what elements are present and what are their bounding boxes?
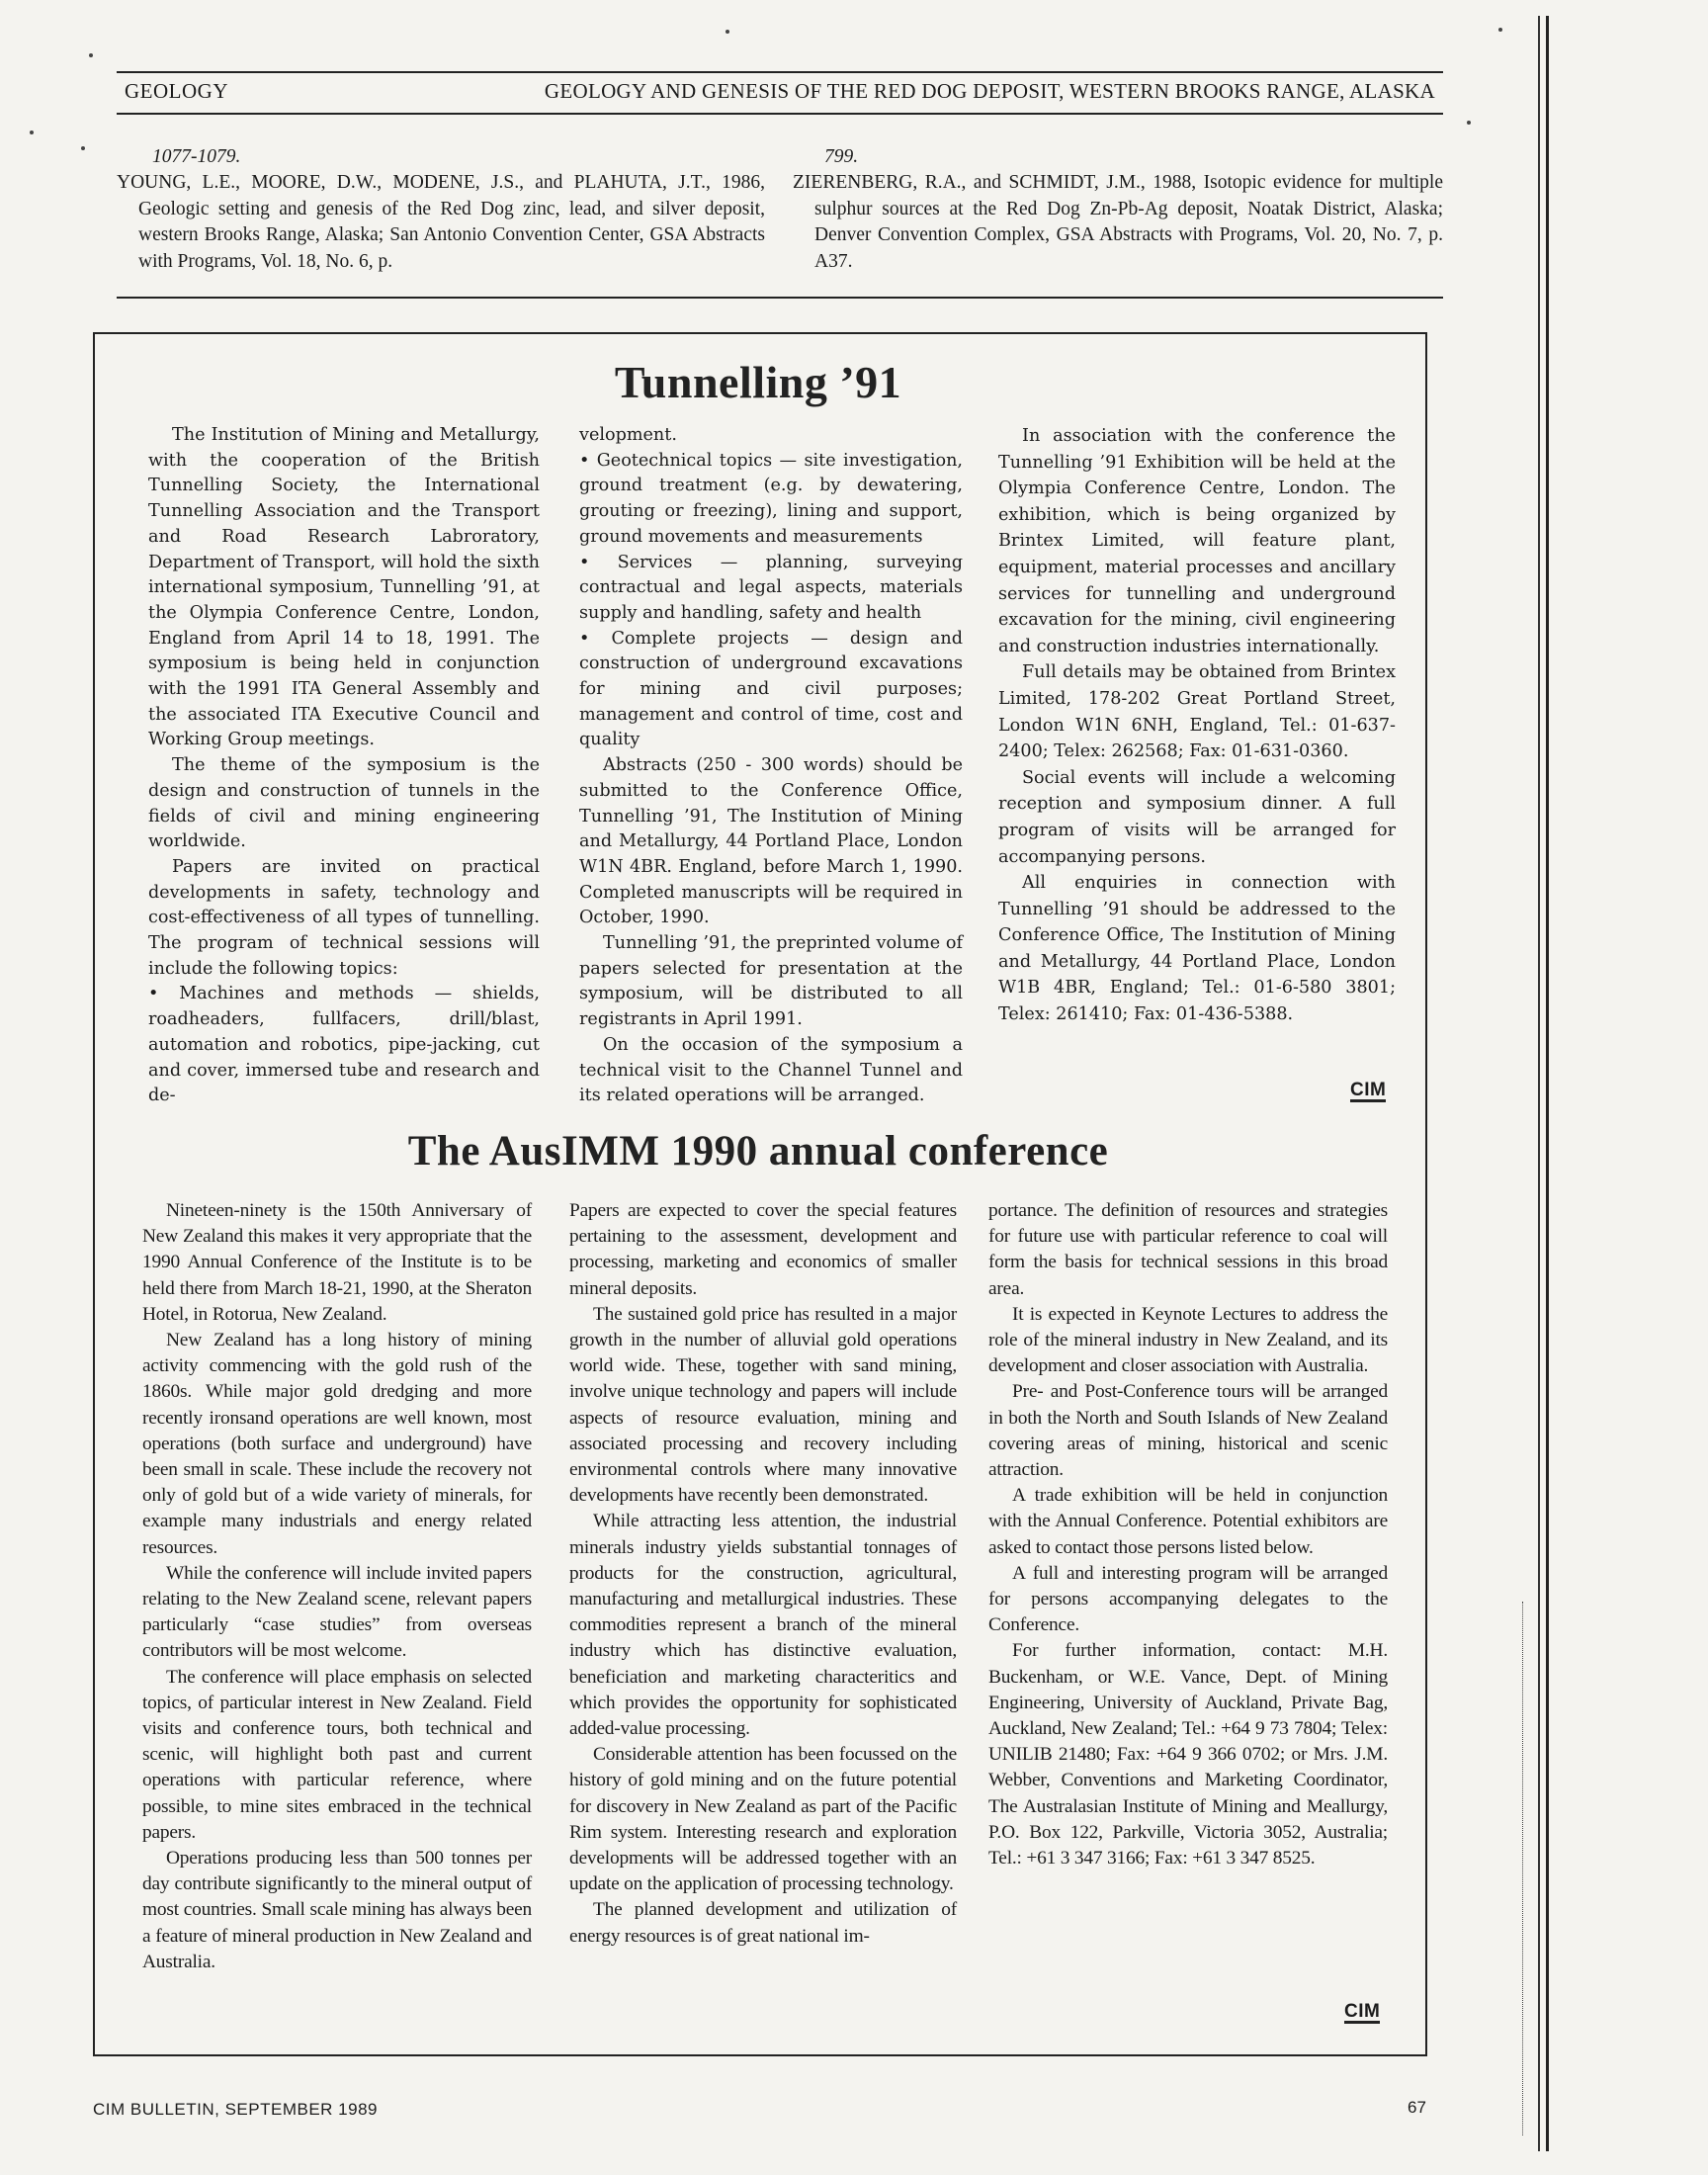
- references-left: [117, 144, 765, 275]
- tunnelling-column-2: [579, 423, 963, 1109]
- ausimm-column-1: [142, 1198, 532, 1975]
- paragraph: Papers are invited on practical developments in safety, technology and cost-effectiveness of all types of tunnelling. The program of technical sessions will include the following topics:: [148, 856, 540, 979]
- scan-speck: [81, 146, 85, 150]
- running-title: GEOLOGY AND GENESIS OF THE RED DOG DEPOSIT, WESTERN BROOKS RANGE, ALASKA: [544, 79, 1435, 103]
- cim-logo: CIM: [1344, 2001, 1381, 2022]
- paragraph: While attracting less attention, the industrial minerals industry yields substantial tonnages of products for the construction, agricultural, manufacturing and metallurgical industries. These commodities represent a branch of the mineral industry which has distinctive evaluation, beneficiation and marketing characteritics and which provides the opportunity for sophisticated added-value processing.: [569, 1511, 957, 1740]
- paragraph: Social events will include a welcoming reception and symposium dinner. A full program of visits will be arranged for accompanying persons.: [998, 767, 1396, 867]
- paragraph: The sustained gold price has resulted in a major growth in the number of alluvial gold operations world wide. These, together with sand mining, involve unique technology and papers will include aspects of resource evaluation, mining and associated processing and recovery including environmental controls where many innovative developments have recently been demonstrated.: [569, 1303, 957, 1507]
- page-binding-edge: [1538, 16, 1549, 2151]
- reference-entry: YOUNG, L.E., MOORE, D.W., MODENE, J.S., and PLAHUTA, J.T., 1986, Geologic setting and genesis of the Red Dog zinc, lead, and silver deposit, western Brooks Range, Alaska; San Antonio Convention Center, GSA Abstracts with Programs, Vol. 18, No. 6, p.: [117, 172, 765, 272]
- reference-fragment: 1077-1079.: [152, 146, 241, 167]
- scan-speck: [30, 130, 34, 134]
- paragraph: The planned development and utilization of energy resources is of great national im-: [569, 1899, 957, 1947]
- paragraph: The theme of the symposium is the design and construction of tunnels in the fields of civil and mining engineering worldwide.: [148, 755, 540, 852]
- paragraph: Full details may be obtained from Brintex Limited, 178-202 Great Portland Street, London W1N 6NH, England, Tel.: 01-637-2400; Telex: 262568; Fax: 01-631-0360.: [998, 662, 1396, 762]
- paragraph: • Complete projects — design and construction of underground excavations for mining and civil purposes; management and control of time, cost and quality: [579, 628, 963, 750]
- references-rule: [117, 297, 1443, 299]
- paragraph: Tunnelling ’91, the preprinted volume of papers selected for presentation at the symposium, will be distributed to all registrants in April 1991.: [579, 933, 963, 1030]
- scan-speck: [726, 30, 729, 34]
- header-top-rule: [117, 71, 1443, 73]
- paragraph: portance. The definition of resources and strategies for future use with particular reference to coal will form the basis for technical sessions in this broad area.: [988, 1200, 1388, 1299]
- tunnelling-column-3: [998, 423, 1396, 1028]
- references-right: [793, 144, 1443, 275]
- page-number: 67: [1408, 2098, 1426, 2117]
- reference-entry: ZIERENBERG, R.A., and SCHMIDT, J.M., 1988, Isotopic evidence for multiple sulphur sources at the Red Dog Zn-Pb-Ag deposit, Noatak District, Alaska; Denver Convention Complex, GSA Abstracts with Programs, Vol. 20, No. 7, p. A37.: [793, 172, 1443, 272]
- reference-fragment: 799.: [824, 146, 859, 167]
- header-bottom-rule: [117, 113, 1443, 115]
- cim-logo: CIM: [1350, 1080, 1387, 1100]
- paragraph: The conference will place emphasis on selected topics, of particular interest in New Zealand. Field visits and conference tours, both technical and scenic, will highlight both past and current operations with particular reference, where possible, to mine sites embraced in the technical papers.: [142, 1666, 532, 1843]
- paragraph: On the occasion of the symposium a technical visit to the Channel Tunnel and its related operations will be arranged.: [579, 1034, 963, 1106]
- ausimm-column-3: [988, 1198, 1388, 1871]
- paragraph: Nineteen-ninety is the 150th Anniversary of New Zealand this makes it very appropriate that the 1990 Annual Conference of the Institute is to be held there from March 18-21, 1990, at the Sheraton Hotel, in Rotorua, New Zealand.: [142, 1200, 532, 1325]
- paragraph: • Machines and methods — shields, roadheaders, fullfacers, drill/blast, automation and robotics, pipe-jacking, cut and cover, immersed tube and research and de-: [148, 984, 540, 1106]
- paragraph: • Geotechnical topics — site investigation, ground treatment (e.g. by dewatering, grouting or freezing), lining and support, ground movements and measurements: [579, 450, 963, 547]
- paragraph: A full and interesting program will be arranged for persons accompanying delegates to the Conference.: [988, 1562, 1388, 1636]
- paragraph: While the conference will include invited papers relating to the New Zealand scene, relevant papers particularly “case studies” from overseas contributors will be most welcome.: [142, 1562, 532, 1662]
- paragraph: For further information, contact: M.H. Buckenham, or W.E. Vance, Dept. of Mining Engineering, University of Auckland, Private Bag, Auckland, New Zealand; Tel.: +64 9 73 7804; Telex: UNILIB 21480; Fax: +64 9 366 0702; or Mrs. J.M. Webber, Conventions and Marketing Coordinator, The Australasian Institute of Mining and Meallurgy, P.O. Box 122, Parkville, Victoria 3052, Australia; Tel.: +61 3 347 3166; Fax: +61 3 347 8525.: [988, 1640, 1388, 1870]
- paragraph: velopment.: [579, 425, 677, 445]
- paragraph: New Zealand has a long history of mining activity commencing with the gold rush of the 1860s. While major gold dredging and more recently ironsand operations are well known, most operations (both surface and underground) have been small in scale. These include the recovery not only of gold but of a wide variety of minerals, for example many industrials and energy related resources.: [142, 1330, 532, 1558]
- paragraph: The Institution of Mining and Metallurgy, with the cooperation of the British Tunnelling Society, the International Tunnelling Association and the Transport and Road Research Labroratory, Department of Transport, will hold the sixth international symposium, Tunnelling ’91, at the Olympia Conference Centre, London, England from April 14 to 18, 1991. The symposium is being held in conjunction with the 1991 ITA General Assembly and the associated ITA Executive Council and Working Group meetings.: [148, 425, 540, 750]
- tunnelling-column-1: [148, 423, 540, 1109]
- paragraph: Pre- and Post-Conference tours will be arranged in both the North and South Islands of New Zealand covering areas of mining, historical and scenic attraction.: [988, 1381, 1388, 1481]
- paragraph: All enquiries in connection with Tunnelling ’91 should be addressed to the Conference Office, The Institution of Mining and Metallurgy, 44 Portland Place, London W1B 4BR, England; Tel.: 01-6-580 3801; Telex: 261410; Fax: 01-436-5388.: [998, 873, 1396, 1025]
- paragraph: A trade exhibition will be held in conjunction with the Annual Conference. Potential exhibitors are asked to contact those persons listed below.: [988, 1485, 1388, 1558]
- ausimm-title: The AusIMM 1990 annual conference: [407, 1128, 1109, 1174]
- paragraph: • Services — planning, surveying contractual and legal aspects, materials supply and handling, safety and health: [579, 552, 963, 623]
- ausimm-column-2: [569, 1198, 957, 1950]
- paragraph: Papers are expected to cover the special features pertaining to the assessment, development and processing, marketing and economics of smaller mineral deposits.: [569, 1200, 957, 1299]
- section-label: GEOLOGY: [125, 79, 228, 103]
- scan-speck: [1498, 28, 1502, 32]
- page-binding-shadow: [1522, 1602, 1529, 2135]
- scan-speck: [1467, 121, 1471, 125]
- scan-speck: [89, 53, 93, 57]
- journal-footer: CIM BULLETIN, SEPTEMBER 1989: [93, 2100, 378, 2119]
- paragraph: Considerable attention has been focussed on the history of gold mining and on the future potential for discovery in New Zealand as part of the Pacific Rim system. Interesting research and exploration developments will be addressed together with an update on the application of processing technology.: [569, 1744, 957, 1895]
- paragraph: Operations producing less than 500 tonnes per day contribute significantly to the mineral output of most countries. Small scale mining has always been a feature of mineral production in New Zealand and Australia.: [142, 1848, 532, 1972]
- tunnelling-title: Tunnelling ’91: [614, 357, 902, 407]
- paragraph: In association with the conference the Tunnelling ’91 Exhibition will be held at the Olympia Conference Centre, London. The exhibition, which is being organized by Brintex Limited, will feature plant, equipment, material processes and ancillary services for tunnelling and underground excavation for the mining, civil engineering and construction industries internationally.: [998, 426, 1396, 656]
- paragraph: Abstracts (250 - 300 words) should be submitted to the Conference Office, Tunnelling ’91, The Institution of Mining and Metallurgy, 44 Portland Place, London W1N 4BR. England, before March 1, 1990. Completed manuscripts will be required in October, 1990.: [579, 755, 963, 928]
- paragraph: It is expected in Keynote Lectures to address the role of the mineral industry in New Zealand, and its development and closer association with Australia.: [988, 1303, 1388, 1377]
